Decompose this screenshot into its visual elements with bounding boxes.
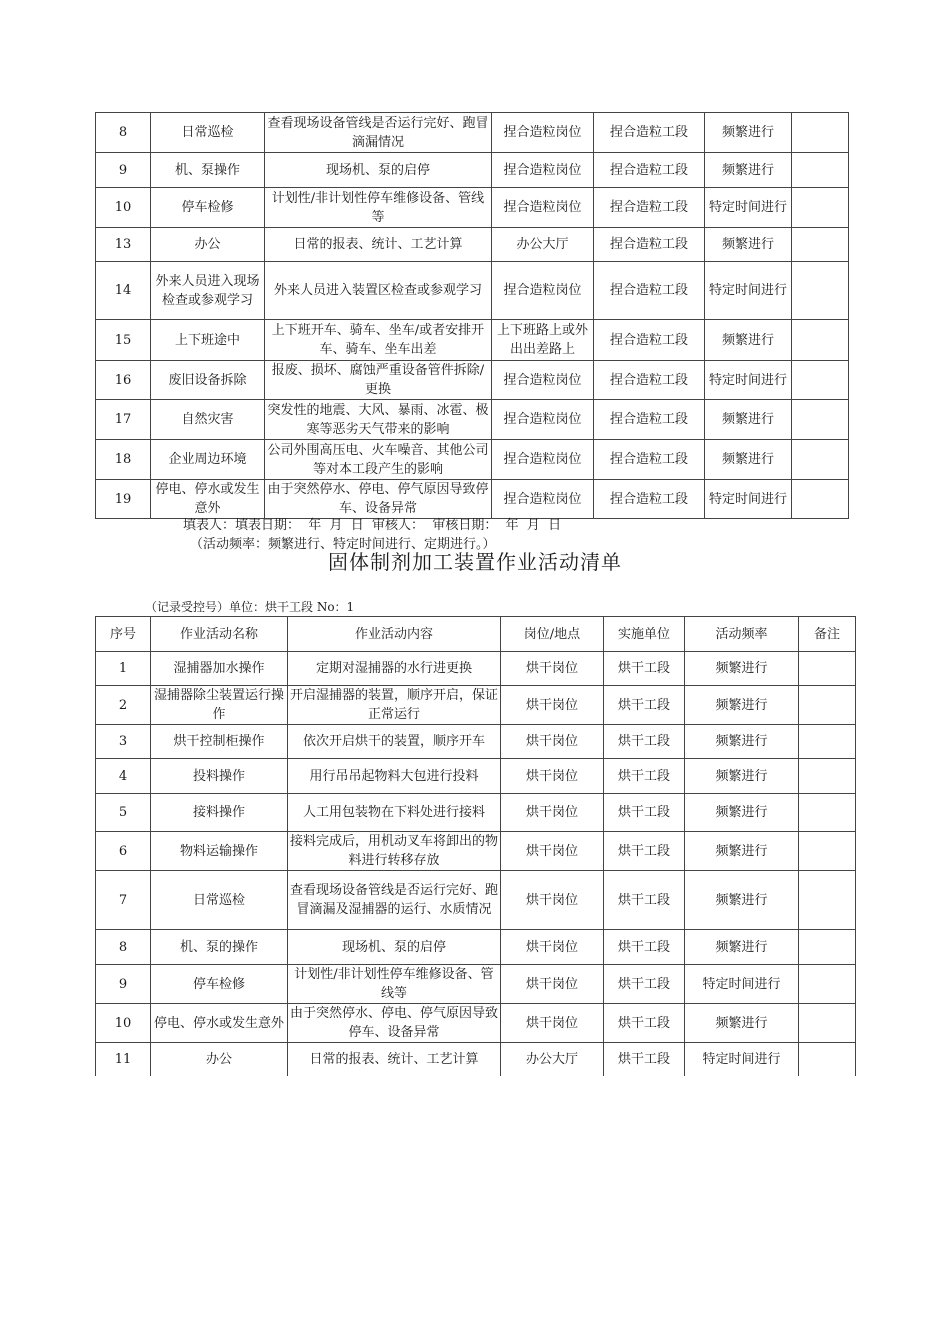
table-row	[96, 188, 849, 228]
table-cell: 湿捕器除尘装置运行操作	[151, 686, 288, 725]
table-cell: 特定时间进行	[705, 188, 792, 228]
table-cell: 人工用包装物在下料处进行接料	[288, 794, 501, 832]
table-cell: 烘干工段	[604, 794, 685, 832]
table-cell: 9	[96, 153, 151, 188]
table-cell: 烘干工段	[604, 759, 685, 794]
table-cell: 捏合造粒岗位	[492, 262, 594, 320]
table-cell: 烘干岗位	[501, 965, 604, 1004]
table-cell: 由于突然停水、停电、停气原因导致停车、设备异常	[288, 1004, 501, 1043]
table-cell: 烘干岗位	[501, 652, 604, 686]
table-cell: 频繁进行	[705, 113, 792, 153]
table-cell: 8	[96, 930, 151, 965]
table-cell: 16	[96, 361, 151, 400]
table-cell: 烘干岗位	[501, 794, 604, 832]
table-cell: 公司外围高压电、火车噪音、其他公司等对本工段产生的影响	[265, 440, 492, 480]
table-row	[96, 686, 856, 725]
record-control-line: （记录受控号）单位：烘干工段 No：1	[145, 600, 355, 614]
table-cell: 特定时间进行	[705, 262, 792, 320]
table-cell: 湿捕器加水操作	[151, 652, 288, 686]
table-cell	[792, 320, 849, 361]
table-cell	[799, 652, 856, 686]
header-row	[96, 617, 856, 652]
table-cell: 4	[96, 759, 151, 794]
signature-line: 填表人：填表日期： 年 月 日 审核人： 审核日期： 年 月 日	[183, 518, 562, 533]
table-cell: 捏合造粒工段	[594, 262, 705, 320]
table-cell: 现场机、泵的启停	[288, 930, 501, 965]
table-row	[96, 965, 856, 1004]
table-cell	[799, 1004, 856, 1043]
table-cell	[799, 930, 856, 965]
table-cell: 捏合造粒岗位	[492, 361, 594, 400]
table-cell: 烘干岗位	[501, 930, 604, 965]
table-cell	[799, 871, 856, 930]
table-cell: 捏合造粒岗位	[492, 153, 594, 188]
table-cell	[792, 400, 849, 440]
table-cell: 特定时间进行	[705, 361, 792, 400]
table-row	[96, 794, 856, 832]
table-cell	[799, 686, 856, 725]
table-cell: 用行吊吊起物料大包进行投料	[288, 759, 501, 794]
table-cell: 捏合造粒工段	[594, 400, 705, 440]
table-cell: 自然灾害	[151, 400, 265, 440]
table-cell: 烘干工段	[604, 725, 685, 759]
table-row	[96, 832, 856, 871]
table-cell: 捏合造粒岗位	[492, 480, 594, 519]
table-row	[96, 262, 849, 320]
table-cell: 频繁进行	[705, 440, 792, 480]
table-cell	[792, 480, 849, 519]
table-cell: 频繁进行	[685, 759, 799, 794]
table-cell: 5	[96, 794, 151, 832]
table-row	[96, 440, 849, 480]
table-cell: 由于突然停水、停电、停气原因导致停车、设备异常	[265, 480, 492, 519]
column-header: 作业活动名称	[151, 617, 288, 652]
table-cell: 外来人员进入现场检查或参观学习	[151, 262, 265, 320]
table-cell	[792, 113, 849, 153]
table-cell: 特定时间进行	[685, 965, 799, 1004]
table-cell: 开启湿捕器的装置，顺序开启，保证正常运行	[288, 686, 501, 725]
table-row	[96, 320, 849, 361]
table-row	[96, 725, 856, 759]
table-cell: 频繁进行	[705, 228, 792, 262]
table-cell: 10	[96, 188, 151, 228]
table-cell: 19	[96, 480, 151, 519]
table-cell: 烘干工段	[604, 652, 685, 686]
table-cell: 频繁进行	[705, 320, 792, 361]
activity-table-drying	[95, 616, 856, 1076]
table-cell: 烘干岗位	[501, 832, 604, 871]
table-cell	[792, 153, 849, 188]
column-header: 备注	[799, 617, 856, 652]
frequency-note: （活动频率：频繁进行、特定时间进行、定期进行。）	[190, 537, 496, 552]
table-cell: 3	[96, 725, 151, 759]
table-cell	[792, 440, 849, 480]
table-row	[96, 361, 849, 400]
table-cell	[799, 794, 856, 832]
table-cell: 烘干工段	[604, 930, 685, 965]
table-cell: 烘干工段	[604, 1043, 685, 1076]
table-cell: 频繁进行	[685, 652, 799, 686]
table-cell: 捏合造粒工段	[594, 188, 705, 228]
table-cell: 频繁进行	[705, 153, 792, 188]
table-cell: 现场机、泵的启停	[265, 153, 492, 188]
table-cell: 办公大厅	[492, 228, 594, 262]
table-cell: 捏合造粒工段	[594, 320, 705, 361]
table-cell: 特定时间进行	[685, 1043, 799, 1076]
table-cell: 捏合造粒岗位	[492, 400, 594, 440]
table-cell: 依次开启烘干的装置，顺序开车	[288, 725, 501, 759]
table-cell: 11	[96, 1043, 151, 1076]
table-cell: 13	[96, 228, 151, 262]
table-cell: 频繁进行	[685, 1004, 799, 1043]
table-cell: 物料运输操作	[151, 832, 288, 871]
table-cell: 频繁进行	[685, 725, 799, 759]
table-cell: 10	[96, 1004, 151, 1043]
table-cell: 烘干控制柜操作	[151, 725, 288, 759]
table-cell: 15	[96, 320, 151, 361]
table-row	[96, 930, 856, 965]
table-cell: 烘干工段	[604, 686, 685, 725]
table-cell: 18	[96, 440, 151, 480]
table-row	[96, 480, 849, 519]
table-cell: 烘干岗位	[501, 871, 604, 930]
table-cell: 2	[96, 686, 151, 725]
table-cell: 8	[96, 113, 151, 153]
table-cell: 定期对湿捕器的水行进更换	[288, 652, 501, 686]
table-cell: 外来人员进入装置区检查或参观学习	[265, 262, 492, 320]
table-row	[96, 1004, 856, 1043]
table-cell: 捏合造粒工段	[594, 113, 705, 153]
column-header: 活动频率	[685, 617, 799, 652]
table-cell: 1	[96, 652, 151, 686]
table-cell: 捏合造粒工段	[594, 153, 705, 188]
table-cell	[799, 725, 856, 759]
table-row	[96, 153, 849, 188]
table-row	[96, 228, 849, 262]
table-cell: 停电、停水或发生意外	[151, 480, 265, 519]
column-header: 作业活动内容	[288, 617, 501, 652]
table-cell: 捏合造粒工段	[594, 361, 705, 400]
table-cell	[792, 262, 849, 320]
table-cell: 频繁进行	[685, 930, 799, 965]
table-cell: 频繁进行	[685, 794, 799, 832]
table-row	[96, 871, 856, 930]
table-cell: 查看现场设备管线是否运行完好、跑冒滴漏及湿捕器的运行、水质情况	[288, 871, 501, 930]
table-cell: 频繁进行	[685, 832, 799, 871]
table-cell: 频繁进行	[685, 871, 799, 930]
table-cell: 计划性/非计划性停车维修设备、管线等	[265, 188, 492, 228]
table-cell	[792, 228, 849, 262]
table-cell: 日常的报表、统计、工艺计算	[265, 228, 492, 262]
table-cell: 日常巡检	[151, 871, 288, 930]
table-cell: 突发性的地震、大风、暴雨、冰雹、极寒等恶劣天气带来的影响	[265, 400, 492, 440]
table-row	[96, 759, 856, 794]
table-cell	[792, 188, 849, 228]
table-row	[96, 113, 849, 153]
document-title: 固体制剂加工装置作业活动清单	[328, 550, 622, 574]
table-cell	[799, 759, 856, 794]
table-cell: 烘干岗位	[501, 686, 604, 725]
table-cell: 7	[96, 871, 151, 930]
table-cell: 捏合造粒岗位	[492, 113, 594, 153]
table-cell: 捏合造粒岗位	[492, 188, 594, 228]
table-cell: 废旧设备拆除	[151, 361, 265, 400]
table-cell	[799, 965, 856, 1004]
table-cell: 烘干工段	[604, 965, 685, 1004]
table-cell: 停车检修	[151, 188, 265, 228]
table-cell: 停电、停水或发生意外	[151, 1004, 288, 1043]
table-cell: 捏合造粒岗位	[492, 440, 594, 480]
activity-table-continued	[95, 112, 849, 519]
table-cell: 烘干岗位	[501, 725, 604, 759]
table-cell: 特定时间进行	[705, 480, 792, 519]
table-cell: 上下班路上或外出出差路上	[492, 320, 594, 361]
table-cell	[799, 832, 856, 871]
table-cell: 办公大厅	[501, 1043, 604, 1076]
table-cell: 接料完成后，用机动叉车将卸出的物料进行转移存放	[288, 832, 501, 871]
table-cell: 烘干岗位	[501, 1004, 604, 1043]
table-cell: 9	[96, 965, 151, 1004]
table-cell: 频繁进行	[685, 686, 799, 725]
table-cell	[792, 361, 849, 400]
table-cell: 日常巡检	[151, 113, 265, 153]
table-cell: 捏合造粒工段	[594, 228, 705, 262]
table-cell: 捏合造粒工段	[594, 480, 705, 519]
table-cell: 频繁进行	[705, 400, 792, 440]
table-cell: 6	[96, 832, 151, 871]
table-cell: 上下班开车、骑车、坐车/或者安排开车、骑车、坐车出差	[265, 320, 492, 361]
table-cell: 17	[96, 400, 151, 440]
column-header: 岗位/地点	[501, 617, 604, 652]
column-header: 实施单位	[604, 617, 685, 652]
table-cell: 烘干工段	[604, 832, 685, 871]
table-cell: 烘干工段	[604, 871, 685, 930]
table-cell: 机、泵操作	[151, 153, 265, 188]
table-cell: 查看现场设备管线是否运行完好、跑冒滴漏情况	[265, 113, 492, 153]
table-cell: 烘干工段	[604, 1004, 685, 1043]
table-cell	[799, 1043, 856, 1076]
table-cell: 投料操作	[151, 759, 288, 794]
table-cell: 捏合造粒工段	[594, 440, 705, 480]
table-cell: 机、泵的操作	[151, 930, 288, 965]
table-row	[96, 652, 856, 686]
table-cell: 计划性/非计划性停车维修设备、管线等	[288, 965, 501, 1004]
table-cell: 上下班途中	[151, 320, 265, 361]
table-row	[96, 400, 849, 440]
table-cell: 烘干岗位	[501, 759, 604, 794]
table-cell: 办公	[151, 1043, 288, 1076]
table-cell: 日常的报表、统计、工艺计算	[288, 1043, 501, 1076]
column-header: 序号	[96, 617, 151, 652]
table-cell: 办公	[151, 228, 265, 262]
table-cell: 企业周边环境	[151, 440, 265, 480]
table-cell: 停车检修	[151, 965, 288, 1004]
table-row	[96, 1043, 856, 1076]
table-cell: 接料操作	[151, 794, 288, 832]
table-cell: 14	[96, 262, 151, 320]
table-cell: 报废、损坏、腐蚀严重设备管件拆除/更换	[265, 361, 492, 400]
